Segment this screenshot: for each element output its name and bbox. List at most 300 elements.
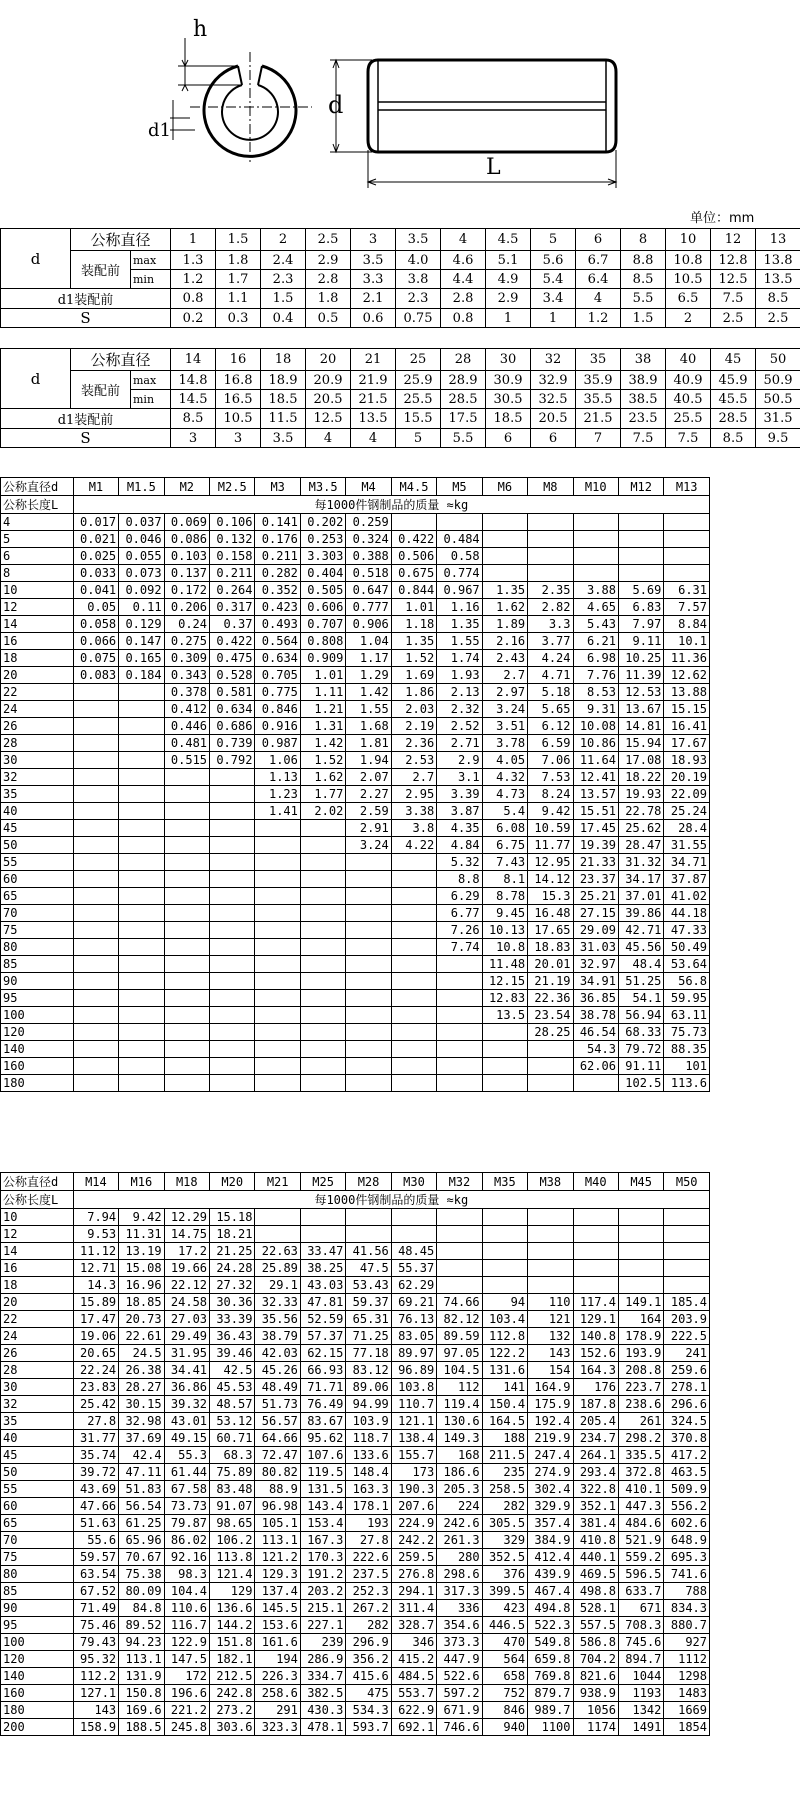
mass-value	[255, 888, 300, 905]
max-value: 28.9	[441, 371, 486, 390]
mass-value: 65.96	[119, 1532, 164, 1549]
max-value: 35.9	[576, 371, 621, 390]
mass-value: 22.78	[618, 803, 663, 820]
mass-value: 133.6	[346, 1447, 391, 1464]
mass-value: 227.1	[300, 1617, 345, 1634]
mass-value: 16.96	[119, 1277, 164, 1294]
mass-value: 76.13	[391, 1311, 436, 1328]
mass-value: 131.9	[119, 1668, 164, 1685]
mass-value: 153.4	[300, 1515, 345, 1532]
min-value: 2.3	[261, 270, 306, 289]
mass-value	[255, 1226, 300, 1243]
mass-value: 20.65	[73, 1345, 118, 1362]
mass-value	[255, 1007, 300, 1024]
mass-value: 586.8	[573, 1634, 618, 1651]
mass-value: 38.78	[573, 1007, 618, 1024]
mass-value	[210, 905, 255, 922]
mass-value: 13.57	[573, 786, 618, 803]
row-length-label: 40	[1, 803, 74, 820]
mass-value: 205.3	[437, 1481, 482, 1498]
mass-value: 75.73	[664, 1024, 710, 1041]
mass-value	[210, 769, 255, 786]
mass-value	[300, 1209, 345, 1226]
mass-value: 399.5	[482, 1583, 527, 1600]
mass-value: 12.53	[618, 684, 663, 701]
label-d: d	[328, 91, 344, 119]
mass-value: 221.2	[164, 1702, 209, 1719]
mass-value: 47.11	[119, 1464, 164, 1481]
mass-value	[73, 956, 118, 973]
mass-value: 76.49	[300, 1396, 345, 1413]
max-value: 1.8	[216, 251, 261, 270]
max-value: 30.9	[486, 371, 531, 390]
mass-value: 17.65	[528, 922, 573, 939]
mass-value: 50.49	[664, 939, 710, 956]
mass-value: 7.94	[73, 1209, 118, 1226]
mass-value: 1.18	[391, 616, 436, 633]
mass-value: 0.739	[210, 735, 255, 752]
table-row	[1, 1345, 710, 1362]
mass-value: 193.9	[618, 1345, 663, 1362]
mass-value: 193	[346, 1515, 391, 1532]
mass-value: 522.3	[528, 1617, 573, 1634]
mass-value: 0.528	[210, 667, 255, 684]
mass-value	[164, 820, 209, 837]
mass-value: 0.564	[255, 633, 300, 650]
mass-value: 1483	[664, 1685, 710, 1702]
mass-value	[391, 939, 436, 956]
mass-value	[164, 837, 209, 854]
column-header: M1.5	[119, 478, 164, 496]
mass-value: 2.32	[437, 701, 482, 718]
mass-caption: 每1000件钢制品的质量 ≈kg	[73, 1191, 709, 1209]
mass-value: 2.27	[346, 786, 391, 803]
mass-value	[119, 684, 164, 701]
mass-value: 938.9	[573, 1685, 618, 1702]
s-value: 5	[396, 429, 441, 448]
mass-value: 557.5	[573, 1617, 618, 1634]
mass-value: 19.06	[73, 1328, 118, 1345]
nominal-value: 28	[441, 349, 486, 371]
mass-value: 1.23	[255, 786, 300, 803]
d1-value: 1.1	[216, 289, 261, 309]
mass-value	[391, 514, 436, 531]
table-row	[1, 1532, 710, 1549]
mass-value	[73, 1058, 118, 1075]
mass-value: 6.12	[528, 718, 573, 735]
mass-value: 1.11	[300, 684, 345, 701]
table-row	[1, 633, 710, 650]
mass-value: 0.176	[255, 531, 300, 548]
mass-value: 47.66	[73, 1498, 118, 1515]
column-header: M4	[346, 478, 391, 496]
mass-value: 415.6	[346, 1668, 391, 1685]
mass-value: 0.686	[210, 718, 255, 735]
mass-value: 129	[210, 1583, 255, 1600]
mass-value	[255, 990, 300, 1007]
mass-value: 2.7	[482, 667, 527, 684]
d1-value: 17.5	[441, 409, 486, 429]
row-length-label: 32	[1, 769, 74, 786]
mass-value: 298.6	[437, 1566, 482, 1583]
mass-value: 769.8	[528, 1668, 573, 1685]
mass-value	[73, 701, 118, 718]
min-value: 28.5	[441, 390, 486, 409]
mass-value	[573, 531, 618, 548]
mass-value: 118.7	[346, 1430, 391, 1447]
mass-value: 155.7	[391, 1447, 436, 1464]
table-row	[1, 599, 710, 616]
mass-value: 0.264	[210, 582, 255, 599]
table-row	[1, 684, 710, 701]
mass-value	[391, 871, 436, 888]
mass-value: 61.44	[164, 1464, 209, 1481]
max-value: 16.8	[216, 371, 261, 390]
mass-value: 0.24	[164, 616, 209, 633]
mass-value	[119, 854, 164, 871]
column-header: M6	[482, 478, 527, 496]
mass-value: 27.8	[346, 1532, 391, 1549]
mass-value: 94.23	[119, 1634, 164, 1651]
mass-value: 41.56	[346, 1243, 391, 1260]
table-row	[1, 871, 710, 888]
mass-value	[528, 1243, 573, 1260]
mass-value: 27.15	[573, 905, 618, 922]
mass-value: 372.8	[618, 1464, 663, 1481]
mass-value: 224.9	[391, 1515, 436, 1532]
mass-value	[119, 1075, 164, 1092]
mass-value: 24.28	[210, 1260, 255, 1277]
mass-value: 196.6	[164, 1685, 209, 1702]
mass-value: 21.19	[528, 973, 573, 990]
mass-value	[255, 837, 300, 854]
mass-value: 439.9	[528, 1566, 573, 1583]
s-value: 2.5	[756, 309, 800, 328]
row-length-label: 60	[1, 1498, 74, 1515]
mass-value: 0.017	[73, 514, 118, 531]
mass-value	[300, 939, 345, 956]
mass-value: 96.89	[391, 1362, 436, 1379]
mass-value: 13.88	[664, 684, 710, 701]
mass-value: 0.581	[210, 684, 255, 701]
mass-value: 528.1	[573, 1600, 618, 1617]
mass-value: 83.05	[391, 1328, 436, 1345]
mass-value: 75.38	[119, 1566, 164, 1583]
mass-value: 129.1	[573, 1311, 618, 1328]
mass-value: 3.8	[391, 820, 436, 837]
mass-value: 0.446	[164, 718, 209, 735]
mass-value: 498.8	[573, 1583, 618, 1600]
d1-value: 15.5	[396, 409, 441, 429]
mass-value: 3.39	[437, 786, 482, 803]
mass-value: 10.13	[482, 922, 527, 939]
table-row	[1, 650, 710, 667]
s-value: 7	[576, 429, 621, 448]
mass-value: 59.37	[346, 1294, 391, 1311]
label-min: min	[131, 390, 171, 409]
d1-value: 2.1	[351, 289, 396, 309]
column-header: M30	[391, 1173, 436, 1191]
mass-value: 410.8	[573, 1532, 618, 1549]
mass-value: 521.9	[618, 1532, 663, 1549]
column-header: M20	[210, 1173, 255, 1191]
mass-value: 752	[482, 1685, 527, 1702]
mass-value	[210, 1075, 255, 1092]
mass-value: 1854	[664, 1719, 710, 1736]
label-d: d	[1, 229, 71, 289]
mass-value: 0.324	[346, 531, 391, 548]
mass-value: 35.74	[73, 1447, 118, 1464]
mass-value	[391, 1209, 436, 1226]
d1-value: 8.5	[756, 289, 800, 309]
mass-value: 0.129	[119, 616, 164, 633]
d1-value: 12.5	[306, 409, 351, 429]
max-value: 18.9	[261, 371, 306, 390]
mass-value: 148.4	[346, 1464, 391, 1481]
mass-value: 42.4	[119, 1447, 164, 1464]
mass-value: 0.317	[210, 599, 255, 616]
mass-value: 259.6	[664, 1362, 710, 1379]
table-row	[1, 1651, 710, 1668]
mass-value: 1.89	[482, 616, 527, 633]
mass-value: 106.2	[210, 1532, 255, 1549]
mass-value	[528, 1075, 573, 1092]
max-value: 12.8	[711, 251, 756, 270]
table-row	[1, 1464, 710, 1481]
mass-value	[482, 1024, 527, 1041]
mass-value: 24.58	[164, 1294, 209, 1311]
mass-value: 28.4	[664, 820, 710, 837]
s-value: 3.5	[261, 429, 306, 448]
label-h: h	[193, 17, 208, 42]
mass-value	[210, 1007, 255, 1024]
mass-value	[210, 922, 255, 939]
mass-value: 25.62	[618, 820, 663, 837]
mass-value: 27.8	[73, 1413, 118, 1430]
column-header: M2	[164, 478, 209, 496]
min-value: 1.7	[216, 270, 261, 289]
mass-value: 59.95	[664, 990, 710, 1007]
mass-value: 247.4	[528, 1447, 573, 1464]
mass-value: 556.2	[664, 1498, 710, 1515]
mass-value: 28.25	[528, 1024, 573, 1041]
mass-value	[164, 1058, 209, 1075]
mass-value: 113.6	[664, 1075, 710, 1092]
d1-value: 11.5	[261, 409, 306, 429]
mass-value: 63.11	[664, 1007, 710, 1024]
mass-value	[528, 1260, 573, 1277]
row-length-label: 20	[1, 1294, 74, 1311]
row-length-label: 70	[1, 1532, 74, 1549]
mass-value: 110	[528, 1294, 573, 1311]
mass-value: 648.9	[664, 1532, 710, 1549]
mass-value: 0.046	[119, 531, 164, 548]
mass-value: 478.1	[300, 1719, 345, 1736]
table-row	[1, 735, 710, 752]
mass-value: 83.67	[300, 1413, 345, 1430]
mass-value: 11.39	[618, 667, 663, 684]
mass-value	[391, 1041, 436, 1058]
mass-value: 373.3	[437, 1634, 482, 1651]
mass-value	[164, 888, 209, 905]
mass-value: 475	[346, 1685, 391, 1702]
mass-value: 894.7	[618, 1651, 663, 1668]
mass-value	[255, 1041, 300, 1058]
nominal-value: 38	[621, 349, 666, 371]
mass-value: 31.95	[164, 1345, 209, 1362]
row-length-label: 180	[1, 1075, 74, 1092]
s-value: 3	[171, 429, 216, 448]
mass-value	[437, 956, 482, 973]
caption-row	[1, 496, 710, 514]
mass-value: 0.774	[437, 565, 482, 582]
s-value: 0.8	[441, 309, 486, 328]
mass-value	[255, 854, 300, 871]
row-length-label: 55	[1, 1481, 74, 1498]
mass-value: 95.32	[73, 1651, 118, 1668]
mass-value: 0.647	[346, 582, 391, 599]
mass-value: 7.26	[437, 922, 482, 939]
mass-value: 37.01	[618, 888, 663, 905]
row-length-label: 8	[1, 565, 74, 582]
max-value: 5.6	[531, 251, 576, 270]
mass-value	[573, 1243, 618, 1260]
max-value: 20.9	[306, 371, 351, 390]
mass-value	[391, 1075, 436, 1092]
mass-value: 0.846	[255, 701, 300, 718]
row-length-label: 70	[1, 905, 74, 922]
mass-value: 56.94	[618, 1007, 663, 1024]
mass-value: 23.54	[528, 1007, 573, 1024]
mass-value	[391, 1058, 436, 1075]
mass-value: 129.3	[255, 1566, 300, 1583]
row-length-label: 24	[1, 701, 74, 718]
mass-value: 23.83	[73, 1379, 118, 1396]
dimension-table-2	[0, 348, 800, 448]
mass-value	[482, 514, 527, 531]
mass-value: 15.08	[119, 1260, 164, 1277]
table-row	[1, 1481, 710, 1498]
mass-value: 291	[255, 1702, 300, 1719]
mass-value: 9.53	[73, 1226, 118, 1243]
mass-value: 704.2	[573, 1651, 618, 1668]
mass-value: 47.81	[300, 1294, 345, 1311]
mass-value: 258.6	[255, 1685, 300, 1702]
row-length-label: 30	[1, 752, 74, 769]
row-length-label: 200	[1, 1719, 74, 1736]
mass-value: 122.2	[482, 1345, 527, 1362]
mass-value: 89.97	[391, 1345, 436, 1362]
mass-value: 53.12	[210, 1413, 255, 1430]
mass-value: 47.33	[664, 922, 710, 939]
mass-value	[164, 973, 209, 990]
column-header: M3.5	[300, 478, 345, 496]
table-row	[1, 769, 710, 786]
mass-value: 440.1	[573, 1549, 618, 1566]
mass-value: 1.06	[255, 752, 300, 769]
mass-value: 188.5	[119, 1719, 164, 1736]
column-header: M28	[346, 1173, 391, 1191]
mass-value: 55.6	[73, 1532, 118, 1549]
d1-value: 4	[576, 289, 621, 309]
mass-value	[482, 531, 527, 548]
mass-value: 3.1	[437, 769, 482, 786]
mass-value: 141	[482, 1379, 527, 1396]
header-row	[1, 1173, 710, 1191]
column-header: M40	[573, 1173, 618, 1191]
mass-value: 67.58	[164, 1481, 209, 1498]
nominal-value: 4	[441, 229, 486, 251]
mass-value	[73, 871, 118, 888]
table-row	[1, 667, 710, 684]
mass-value: 110.7	[391, 1396, 436, 1413]
mass-value: 0.083	[73, 667, 118, 684]
mass-value: 60.71	[210, 1430, 255, 1447]
mass-value	[573, 514, 618, 531]
mass-value: 187.8	[573, 1396, 618, 1413]
mass-value: 549.8	[528, 1634, 573, 1651]
mass-value	[528, 565, 573, 582]
mass-value: 879.7	[528, 1685, 573, 1702]
mass-value: 323.3	[255, 1719, 300, 1736]
s-value: 1.5	[621, 309, 666, 328]
mass-value: 22.24	[73, 1362, 118, 1379]
mass-value: 1342	[618, 1702, 663, 1719]
row-length-label: 16	[1, 633, 74, 650]
mass-value: 6.98	[573, 650, 618, 667]
row-length-label: 16	[1, 1260, 74, 1277]
nominal-value: 1.5	[216, 229, 261, 251]
mass-value: 1.35	[391, 633, 436, 650]
mass-value	[300, 973, 345, 990]
nominal-value: 13	[756, 229, 800, 251]
mass-value: 1.01	[300, 667, 345, 684]
mass-value	[119, 1007, 164, 1024]
max-row	[1, 251, 800, 270]
mass-value	[164, 1075, 209, 1092]
mass-value: 0.253	[300, 531, 345, 548]
mass-value: 116.7	[164, 1617, 209, 1634]
row-length-label: 75	[1, 1549, 74, 1566]
mass-value: 84.8	[119, 1600, 164, 1617]
mass-value	[528, 1277, 573, 1294]
s-value: 9.5	[756, 429, 800, 448]
mass-value: 182.1	[210, 1651, 255, 1668]
mass-value: 18.21	[210, 1226, 255, 1243]
max-value: 1.3	[171, 251, 216, 270]
mass-value: 273.2	[210, 1702, 255, 1719]
caption-row	[1, 1191, 710, 1209]
mass-value	[119, 888, 164, 905]
mass-value: 4.71	[528, 667, 573, 684]
mass-value: 119.5	[300, 1464, 345, 1481]
mass-value: 559.2	[618, 1549, 663, 1566]
mass-value	[119, 922, 164, 939]
mass-value: 9.11	[618, 633, 663, 650]
mass-value: 329.9	[528, 1498, 573, 1515]
mass-value: 6.29	[437, 888, 482, 905]
d1-row	[1, 409, 800, 429]
mass-value	[255, 973, 300, 990]
mass-value: 336	[437, 1600, 482, 1617]
label-d: d	[1, 349, 71, 409]
mass-value	[73, 786, 118, 803]
mass-value: 0.808	[300, 633, 345, 650]
mass-value: 6.21	[573, 633, 618, 650]
mass-value: 1.41	[255, 803, 300, 820]
mass-value	[300, 871, 345, 888]
mass-value	[573, 1209, 618, 1226]
